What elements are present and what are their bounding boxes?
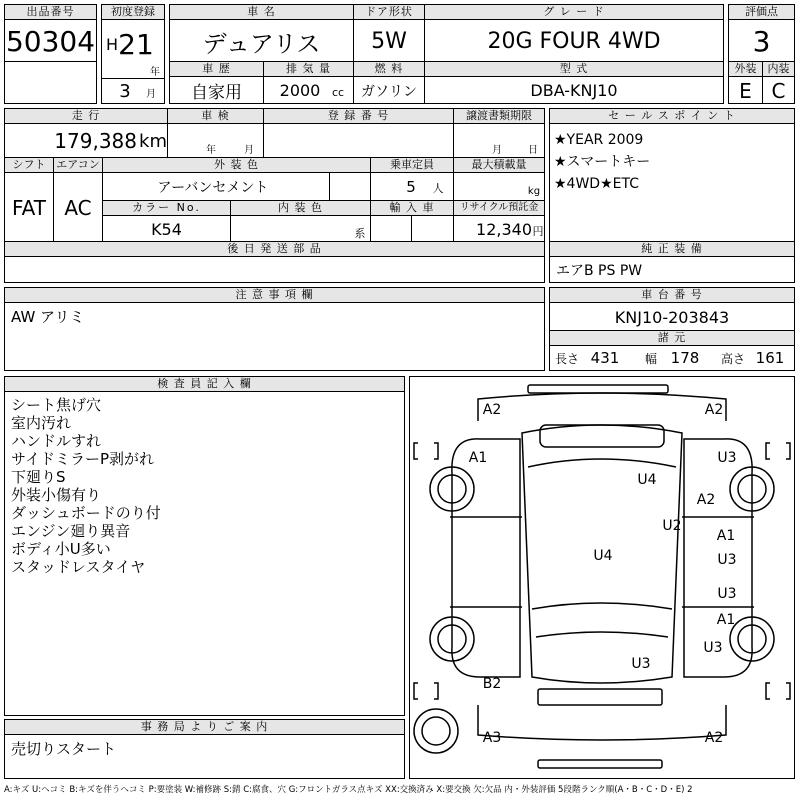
damage-fr-corner: A2 bbox=[704, 402, 724, 418]
damage-rear: U3 bbox=[631, 656, 651, 672]
recycle-fee: 12,340 bbox=[476, 219, 532, 239]
shift-header: シフト bbox=[5, 158, 53, 173]
transfer-box bbox=[453, 108, 545, 158]
notes-header: 注 意 事 項 欄 bbox=[5, 288, 544, 303]
legend: A:キズ U:ヘコミ B:キズを伴うヘコミ P:要塗装 W:補修跡 S:錆 C:腐食、穴 G:フロントガラス点キズ XX:交換済み X:要交換 欠:欠品 内・外装評価 5段階ランク順(A・B・C・D・E) 2 bbox=[4, 785, 693, 795]
car-name-header: 車 名 bbox=[170, 5, 353, 20]
import-box bbox=[370, 200, 454, 242]
max-load-header: 最大積載量 bbox=[454, 158, 544, 173]
score: 3 bbox=[752, 24, 771, 58]
recycle-unit: 円 bbox=[532, 225, 544, 238]
genuine-header: 純 正 装 備 bbox=[550, 242, 794, 257]
lot-number: 50304 bbox=[5, 24, 96, 58]
score-box bbox=[728, 4, 795, 62]
damage-rr-corner: A2 bbox=[704, 730, 724, 746]
shift: FAT bbox=[11, 195, 46, 220]
int-color-box bbox=[230, 200, 371, 242]
int-color-unit: 系 bbox=[354, 227, 366, 240]
displacement-header: 排 気 量 bbox=[264, 62, 353, 77]
office-box bbox=[4, 719, 405, 779]
car-diagram bbox=[409, 376, 795, 779]
inspection-month: 月 bbox=[244, 144, 254, 156]
damage-center: U4 bbox=[593, 548, 613, 564]
car-name: デュアリス bbox=[202, 29, 321, 58]
interior-header: 内装 bbox=[763, 62, 794, 77]
car-outline-drawing bbox=[410, 377, 794, 778]
inspector-note-6: 外装小傷有り bbox=[11, 486, 102, 504]
inspector-header: 検 査 員 記 入 欄 bbox=[5, 377, 404, 392]
transfer-header: 譲渡書類期限 bbox=[454, 109, 544, 124]
damage-right-a1: A1 bbox=[716, 528, 736, 544]
model-code: DBA-KNJ10 bbox=[530, 81, 618, 100]
max-load-unit: kg bbox=[527, 185, 541, 197]
score-header: 評価点 bbox=[729, 5, 794, 20]
damage-right-a1b: A1 bbox=[716, 612, 736, 628]
ext-color-box bbox=[102, 157, 371, 201]
inspector-note-8: エンジン廻り異音 bbox=[11, 522, 131, 540]
exterior-grade: E bbox=[739, 78, 752, 103]
lot-blank-box bbox=[4, 61, 97, 104]
office-header: 事 務 局 よ り ご 案 内 bbox=[5, 720, 404, 735]
chassis-box bbox=[549, 287, 795, 331]
int-color-header: 内 装 色 bbox=[231, 201, 370, 216]
exterior-box bbox=[728, 61, 763, 104]
genuine-box bbox=[549, 241, 795, 283]
office-text: 売切りスタート bbox=[11, 739, 117, 758]
aircon: AC bbox=[64, 195, 92, 220]
history: 自家用 bbox=[191, 83, 242, 103]
later-parts-box bbox=[4, 241, 545, 283]
reg-no-box bbox=[263, 108, 454, 158]
history-box bbox=[169, 61, 264, 104]
reg-month: 3 bbox=[119, 80, 131, 102]
length-label: 長さ bbox=[554, 351, 579, 366]
history-header: 車 歴 bbox=[170, 62, 263, 77]
damage-right-door-1: A2 bbox=[696, 492, 716, 508]
recycle-box bbox=[453, 200, 545, 242]
door-header: ドア形状 bbox=[354, 5, 424, 20]
exterior-header: 外装 bbox=[729, 62, 762, 77]
height: 161 bbox=[755, 349, 785, 367]
inspection-box bbox=[167, 108, 264, 158]
chassis-header: 車 台 番 号 bbox=[550, 288, 794, 303]
car-name-box bbox=[169, 4, 354, 62]
transfer-day: 日 bbox=[528, 144, 538, 156]
ext-color: アーバンセメント bbox=[157, 180, 269, 196]
mileage-header: 走 行 bbox=[5, 109, 167, 124]
genuine-equipment: エアB PS PW bbox=[556, 263, 643, 279]
inspector-note-2: 室内汚れ bbox=[11, 414, 72, 432]
damage-right-u3b: U3 bbox=[717, 586, 737, 602]
notes-box bbox=[4, 287, 545, 371]
sales-point-box bbox=[549, 108, 795, 242]
seats-header: 乗車定員 bbox=[371, 158, 453, 173]
sales-point-header: セ ー ル ス ポ イ ン ト bbox=[550, 109, 794, 124]
shift-box bbox=[4, 157, 54, 242]
door-type: 5W bbox=[371, 28, 407, 54]
seats-unit: 人 bbox=[432, 182, 444, 195]
color-no: K54 bbox=[151, 219, 182, 239]
inspection-year: 年 bbox=[206, 144, 216, 156]
inspector-note-10: スタッドレスタイヤ bbox=[11, 558, 146, 576]
recycle-header: リサイクル預託金 bbox=[454, 201, 544, 216]
fuel-header: 燃 料 bbox=[354, 62, 424, 77]
inspector-note-4: サイドミラーP剥がれ bbox=[11, 450, 154, 468]
interior-grade: C bbox=[771, 78, 786, 103]
inspection-header: 車 検 bbox=[168, 109, 263, 124]
reg-year-unit: 年 bbox=[150, 66, 160, 78]
width: 178 bbox=[670, 349, 700, 367]
dims-header: 諸 元 bbox=[550, 331, 794, 346]
transfer-month: 月 bbox=[492, 144, 502, 156]
sales-point-2: ★スマートキー bbox=[554, 154, 651, 170]
damage-roof: U4 bbox=[637, 472, 657, 488]
aircon-header: エアコン bbox=[54, 158, 102, 173]
reg-month-unit: 月 bbox=[146, 88, 156, 100]
import-header: 輸 入 車 bbox=[371, 201, 453, 216]
mileage-unit: km bbox=[139, 130, 167, 152]
damage-right-front: U3 bbox=[717, 450, 737, 466]
width-label: 幅 bbox=[644, 351, 657, 366]
damage-right-mid: U2 bbox=[662, 518, 682, 534]
sales-point-1: ★YEAR 2009 bbox=[554, 132, 644, 148]
first-reg-header: 初度登録 bbox=[102, 5, 164, 20]
fuel-box bbox=[353, 61, 425, 104]
door-box bbox=[353, 4, 425, 62]
lot-header: 出品番号 bbox=[5, 5, 96, 20]
lot-box bbox=[4, 4, 97, 62]
grade-header: グ レ ー ド bbox=[425, 5, 723, 20]
displacement-unit: cc bbox=[331, 85, 345, 99]
damage-right-u3: U3 bbox=[717, 552, 737, 568]
displacement: 2000 bbox=[279, 81, 321, 100]
chassis-number: KNJ10-203843 bbox=[614, 307, 730, 327]
mileage-box bbox=[4, 108, 168, 158]
notes-text: AW アリミ bbox=[11, 307, 85, 326]
damage-right-u3c: U3 bbox=[703, 640, 723, 656]
aircon-box bbox=[53, 157, 103, 242]
inspector-note-3: ハンドルすれ bbox=[11, 432, 102, 450]
damage-fl-corner: A2 bbox=[482, 402, 502, 418]
inspector-note-1: シート焦げ穴 bbox=[11, 396, 102, 414]
era: H bbox=[105, 34, 119, 54]
seats: 5 bbox=[406, 178, 416, 196]
dims-box bbox=[549, 330, 795, 371]
grade-box bbox=[424, 4, 724, 62]
damage-rl-corner: A3 bbox=[482, 730, 502, 746]
max-load-box bbox=[453, 157, 545, 201]
first-reg-box bbox=[101, 4, 165, 104]
grade: 20G FOUR 4WD bbox=[487, 28, 661, 54]
later-parts-header: 後 日 発 送 部 品 bbox=[5, 242, 544, 257]
inspector-note-9: ボディ小U多い bbox=[11, 540, 111, 558]
inspector-note-5: 下廻りS bbox=[11, 468, 66, 486]
length: 431 bbox=[590, 349, 620, 367]
interior-box bbox=[762, 61, 795, 104]
color-no-box bbox=[102, 200, 231, 242]
inspector-note-7: ダッシュボードのり付 bbox=[11, 504, 161, 522]
damage-left-rear: B2 bbox=[482, 676, 502, 692]
seats-box bbox=[370, 157, 454, 201]
mileage: 179,388 bbox=[54, 129, 137, 153]
reg-no-header: 登 録 番 号 bbox=[264, 109, 453, 124]
sales-point-3: ★4WD★ETC bbox=[554, 176, 639, 192]
model-code-header: 型 式 bbox=[425, 62, 723, 77]
reg-year: 21 bbox=[118, 27, 154, 61]
damage-left-front: A1 bbox=[468, 450, 488, 466]
ext-color-header: 外 装 色 bbox=[103, 158, 370, 173]
inspector-box bbox=[4, 376, 405, 716]
displacement-box bbox=[263, 61, 354, 104]
fuel: ガソリン bbox=[361, 83, 417, 100]
model-code-box bbox=[424, 61, 724, 104]
height-label: 高さ bbox=[720, 351, 745, 366]
color-no-header: カラー No. bbox=[103, 201, 230, 216]
